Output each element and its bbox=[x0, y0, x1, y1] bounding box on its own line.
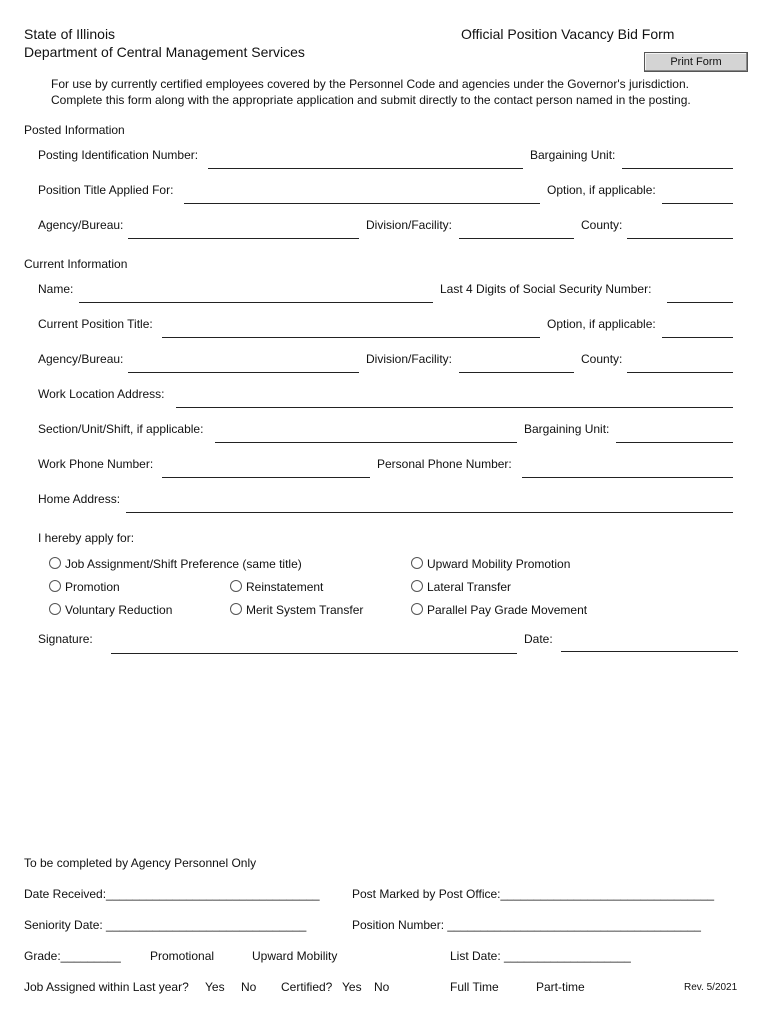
posted-county-label: County: bbox=[581, 218, 623, 232]
promotional: Promotional bbox=[150, 949, 215, 963]
post-marked: Post Marked by Post Office:________________________________ bbox=[352, 887, 715, 901]
radio-promotion[interactable] bbox=[49, 580, 120, 594]
position-title-field[interactable] bbox=[184, 203, 540, 204]
work-location-field[interactable] bbox=[176, 407, 733, 408]
current-bargaining-unit-label: Bargaining Unit: bbox=[524, 422, 610, 436]
radio-label: Reinstatement bbox=[246, 580, 324, 594]
posted-bargaining-unit-field[interactable] bbox=[622, 168, 733, 169]
job-assigned-yes: Yes bbox=[205, 980, 225, 994]
radio-button-icon[interactable] bbox=[49, 580, 61, 592]
radio-label: Merit System Transfer bbox=[246, 603, 364, 617]
radio-button-icon[interactable] bbox=[230, 603, 242, 615]
date-label: Date: bbox=[524, 632, 553, 646]
signature-label: Signature: bbox=[38, 632, 93, 646]
full-time: Full Time bbox=[450, 980, 499, 994]
section-unit-field[interactable] bbox=[215, 442, 517, 443]
radio-button-icon[interactable] bbox=[411, 557, 423, 569]
ssn-label: Last 4 Digits of Social Security Number: bbox=[440, 282, 652, 296]
radio-button-icon[interactable] bbox=[411, 603, 423, 615]
certified-no: No bbox=[374, 980, 390, 994]
current-option-field[interactable] bbox=[662, 337, 733, 338]
current-agency-field[interactable] bbox=[128, 372, 359, 373]
job-assigned-label: Job Assigned within Last year? bbox=[24, 980, 189, 994]
instructions-line-1: For use by currently certified employees covered by the Personnel Code and agencies under the Governor's jurisdiction. bbox=[51, 77, 689, 91]
current-county-field[interactable] bbox=[627, 372, 733, 373]
certified-yes: Yes bbox=[342, 980, 362, 994]
radio-button-icon[interactable] bbox=[230, 580, 242, 592]
home-address-label: Home Address: bbox=[38, 492, 121, 506]
current-county-label: County: bbox=[581, 352, 623, 366]
print-form-button[interactable]: Print Form bbox=[644, 52, 748, 72]
posted-bargaining-unit-label: Bargaining Unit: bbox=[530, 148, 616, 162]
radio-button-icon[interactable] bbox=[49, 603, 61, 615]
name-field[interactable] bbox=[79, 302, 433, 303]
upward-mobility: Upward Mobility bbox=[252, 949, 338, 963]
posted-option-field[interactable] bbox=[662, 203, 733, 204]
current-bargaining-unit-field[interactable] bbox=[616, 442, 733, 443]
radio-parallel-pay-grade[interactable] bbox=[411, 603, 587, 617]
radio-upward-mobility[interactable] bbox=[411, 557, 570, 571]
list-date: List Date: ___________________ bbox=[450, 949, 631, 963]
position-number: Position Number: ______________________________________ bbox=[352, 918, 701, 932]
current-division-field[interactable] bbox=[459, 372, 574, 373]
current-section-title: Current Information bbox=[24, 257, 128, 271]
grade: Grade:_________ bbox=[24, 949, 121, 963]
posting-id-field[interactable] bbox=[208, 168, 523, 169]
seniority-date: Seniority Date: ______________________________ bbox=[24, 918, 307, 932]
current-division-label: Division/Facility: bbox=[366, 352, 453, 366]
work-phone-label: Work Phone Number: bbox=[38, 457, 154, 471]
posted-section-title: Posted Information bbox=[24, 123, 125, 137]
radio-label: Voluntary Reduction bbox=[65, 603, 173, 617]
date-field[interactable] bbox=[561, 651, 738, 652]
posted-option-label: Option, if applicable: bbox=[547, 183, 656, 197]
signature-field[interactable] bbox=[111, 653, 517, 654]
radio-voluntary-reduction[interactable] bbox=[49, 603, 172, 617]
work-location-label: Work Location Address: bbox=[38, 387, 165, 401]
posted-division-label: Division/Facility: bbox=[366, 218, 453, 232]
position-title-label: Position Title Applied For: bbox=[38, 183, 174, 197]
ssn-field[interactable] bbox=[667, 302, 733, 303]
radio-reinstatement[interactable] bbox=[230, 580, 323, 594]
home-address-field[interactable] bbox=[126, 512, 733, 513]
radio-label: Lateral Transfer bbox=[427, 580, 512, 594]
work-phone-field[interactable] bbox=[162, 477, 370, 478]
current-option-label: Option, if applicable: bbox=[547, 317, 656, 331]
revision-date: Rev. 5/2021 bbox=[684, 982, 738, 993]
posted-agency-field[interactable] bbox=[128, 238, 359, 239]
radio-merit-system-transfer[interactable] bbox=[230, 603, 363, 617]
current-position-title-field[interactable] bbox=[162, 337, 540, 338]
department-name: Department of Central Management Services bbox=[24, 44, 305, 60]
agency-section-title: To be completed by Agency Personnel Only bbox=[24, 856, 257, 870]
posted-county-field[interactable] bbox=[627, 238, 733, 239]
radio-button-icon[interactable] bbox=[49, 557, 61, 569]
state-name: State of Illinois bbox=[24, 26, 116, 42]
radio-label: Parallel Pay Grade Movement bbox=[427, 603, 588, 617]
radio-job-assignment[interactable] bbox=[49, 557, 302, 571]
instructions-line-2: Complete this form along with the appropriate application and submit directly to the contact person named in the posting. bbox=[51, 93, 691, 107]
posted-division-field[interactable] bbox=[459, 238, 574, 239]
radio-label: Promotion bbox=[65, 580, 120, 594]
section-unit-label: Section/Unit/Shift, if applicable: bbox=[38, 422, 204, 436]
name-label: Name: bbox=[38, 282, 74, 296]
part-time: Part-time bbox=[536, 980, 585, 994]
posting-id-label: Posting Identification Number: bbox=[38, 148, 199, 162]
radio-lateral-transfer[interactable] bbox=[411, 580, 511, 594]
form-title: Official Position Vacancy Bid Form bbox=[461, 26, 675, 42]
date-received: Date Received:________________________________ bbox=[24, 887, 320, 901]
job-assigned-no: No bbox=[241, 980, 257, 994]
current-agency-label: Agency/Bureau: bbox=[38, 352, 124, 366]
current-position-title-label: Current Position Title: bbox=[38, 317, 153, 331]
apply-title: I hereby apply for: bbox=[38, 531, 135, 545]
posted-agency-label: Agency/Bureau: bbox=[38, 218, 124, 232]
radio-label: Upward Mobility Promotion bbox=[427, 557, 571, 571]
radio-button-icon[interactable] bbox=[411, 580, 423, 592]
personal-phone-field[interactable] bbox=[522, 477, 733, 478]
radio-label: Job Assignment/Shift Preference (same title) bbox=[65, 557, 302, 571]
certified-label: Certified? bbox=[281, 980, 333, 994]
personal-phone-label: Personal Phone Number: bbox=[377, 457, 512, 471]
